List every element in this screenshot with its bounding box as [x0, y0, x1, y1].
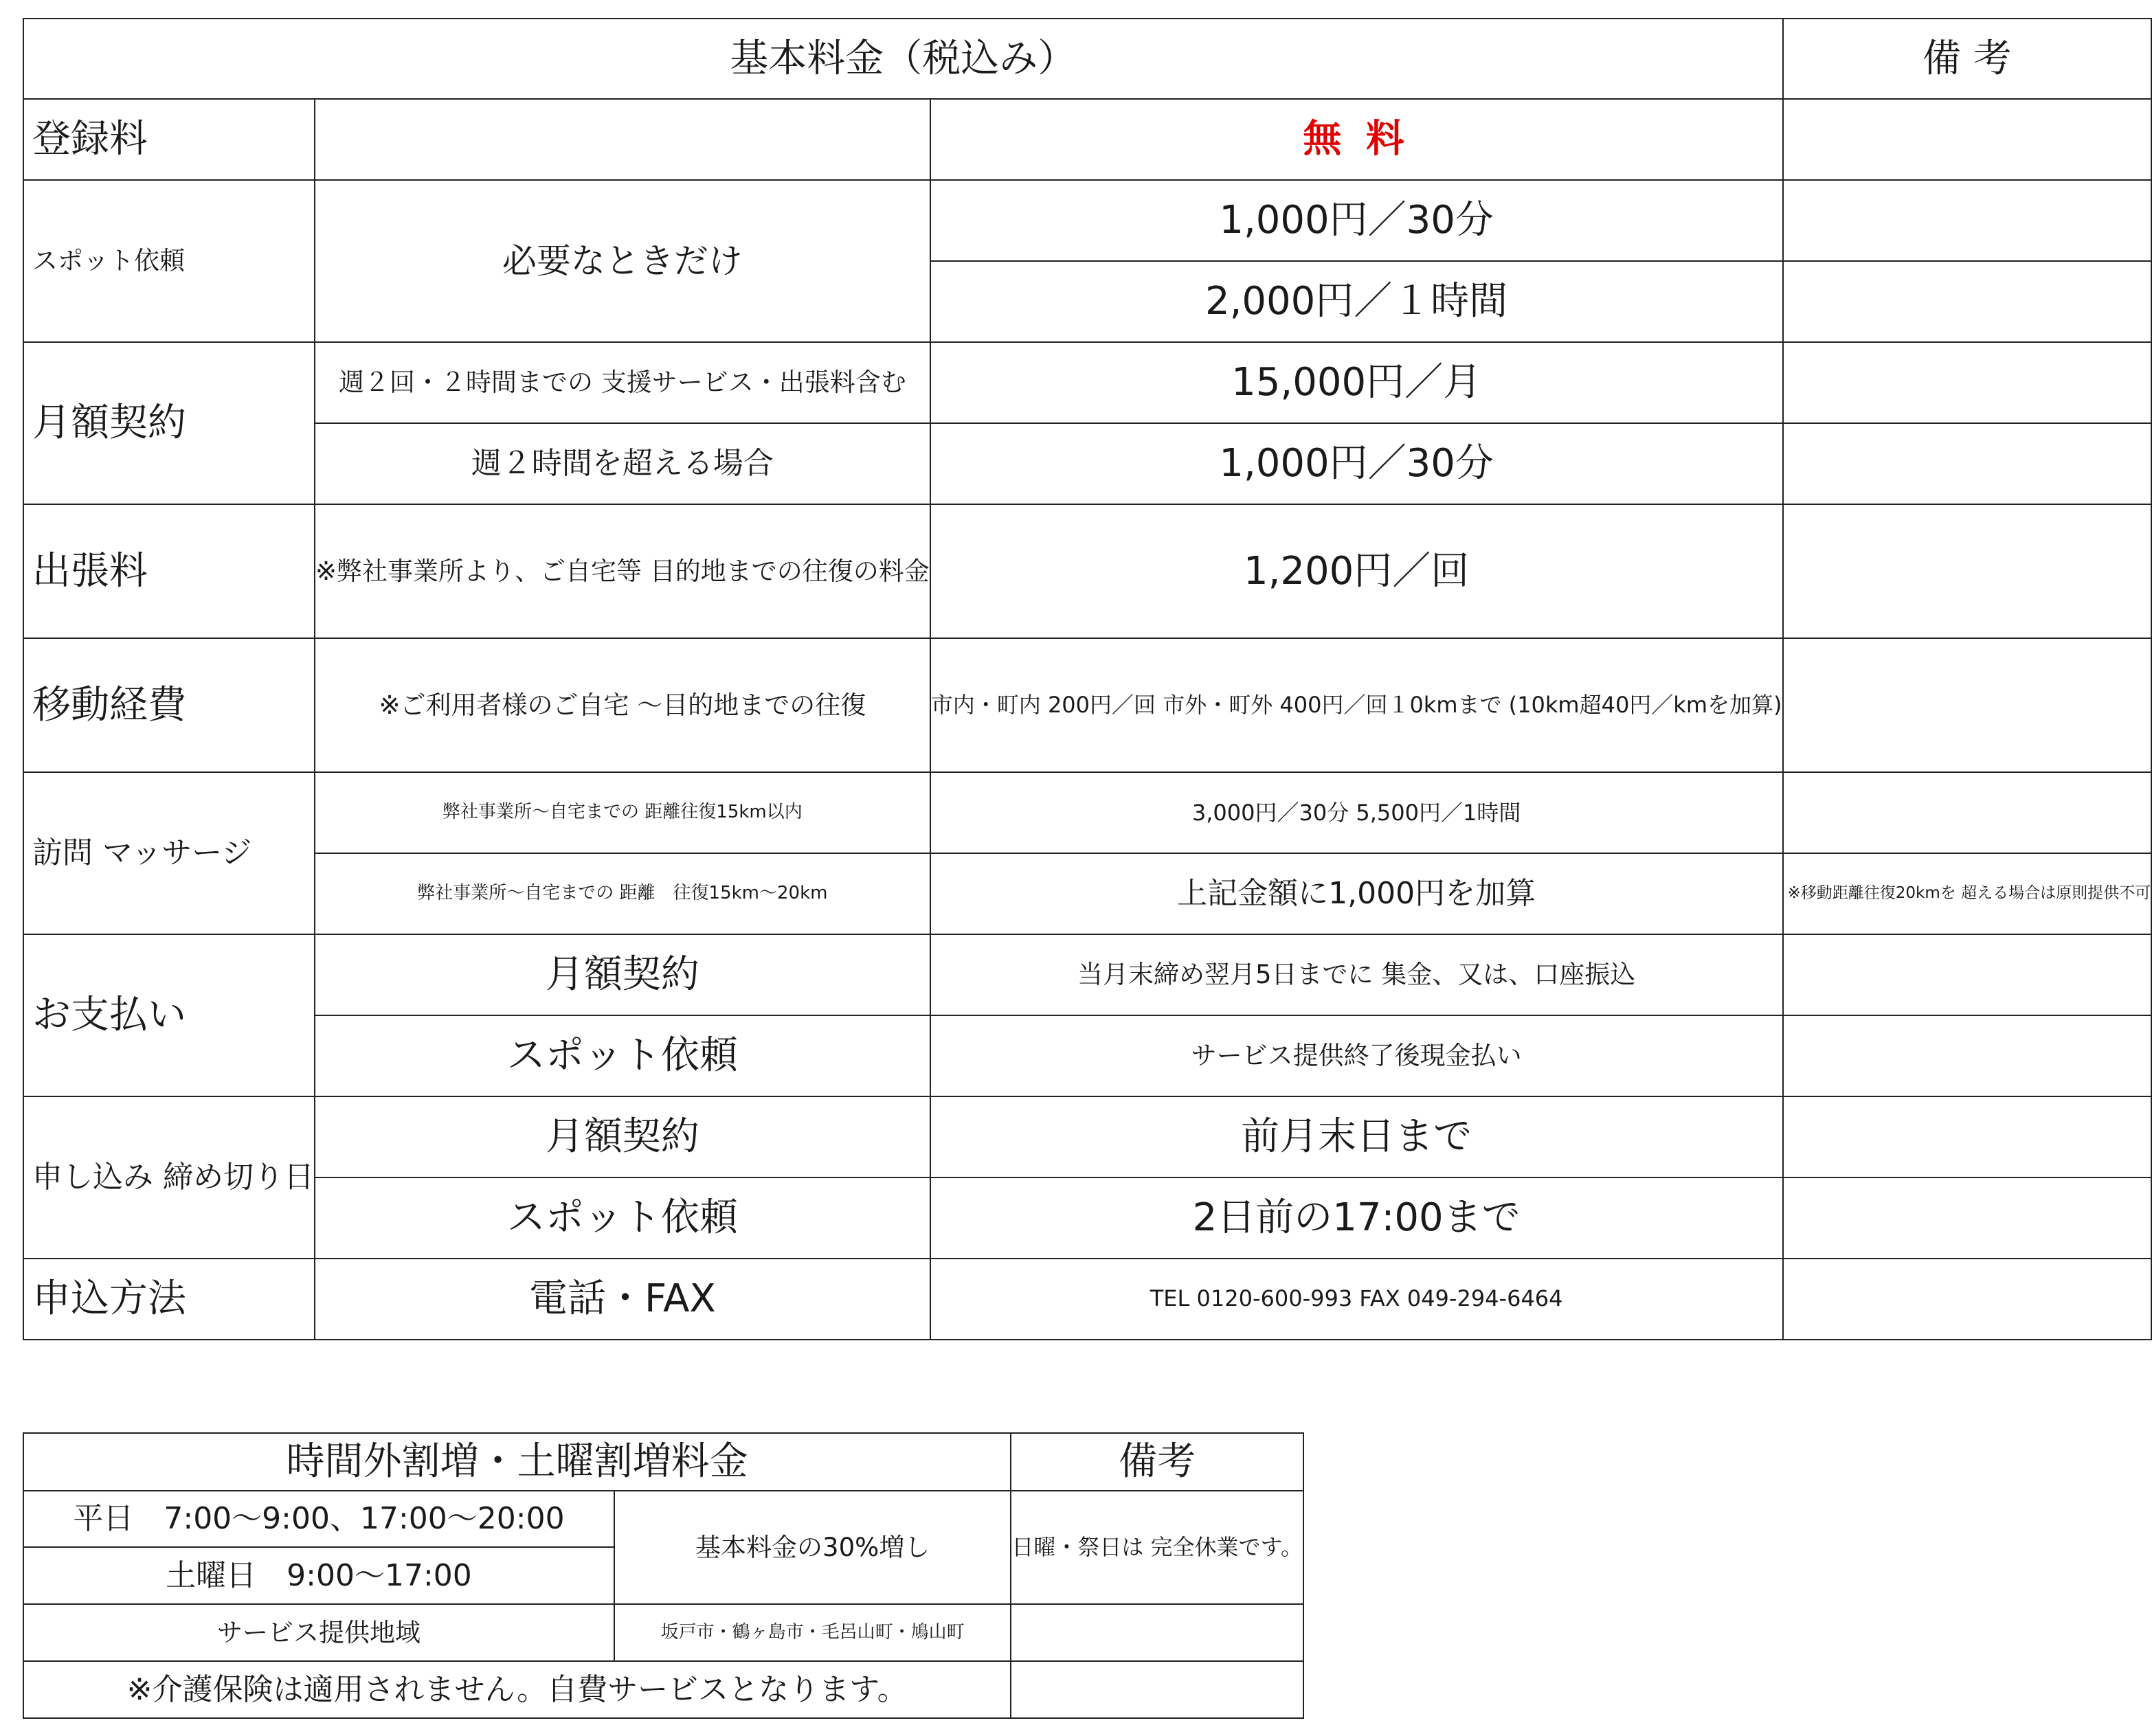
monthly-label: 月額契約	[23, 342, 315, 504]
application-contact: TEL 0120-600-993 FAX 049-294-6464	[930, 1259, 1783, 1340]
massage-remark-2: ※移動距離往復20kmを 超える場合は原則提供不可	[1783, 853, 2152, 934]
payment-method-spot: サービス提供終了後現金払い	[930, 1015, 1783, 1096]
application-method: 電話・FAX	[315, 1259, 930, 1340]
massage-desc-1: 弊社事業所～自宅までの 距離往復15km以内	[315, 772, 930, 853]
payment-label: お支払い	[23, 934, 315, 1096]
travel-fee-price: 1,200円／回	[930, 504, 1783, 638]
application-label: 申込方法	[23, 1259, 315, 1340]
transport-desc: ※ご利用者様のご自宅 ～目的地までの往復	[315, 638, 930, 772]
payment-remark-1	[1783, 934, 2152, 1015]
application-remark	[1783, 1259, 2152, 1340]
massage-remark-1	[1783, 772, 2152, 853]
transport-label: 移動経費	[23, 638, 315, 772]
monthly-excess-desc: 週２時間を超える場合	[315, 423, 930, 504]
payment-type-monthly: 月額契約	[315, 934, 930, 1015]
surcharge-remarks-header: 備考	[1011, 1433, 1303, 1491]
insurance-note: ※介護保険は適用されません。自費サービスとなります。	[23, 1661, 1011, 1718]
registration-price: 無 料	[930, 99, 1783, 180]
deadline-value-monthly: 前月末日まで	[930, 1096, 1783, 1177]
deadline-label: 申し込み 締め切り日	[23, 1096, 315, 1259]
spot-price-30min: 1,000円／30分	[930, 180, 1783, 261]
massage-price-2: 上記金額に1,000円を加算	[930, 853, 1783, 934]
surcharge-header: 時間外割増・土曜割増料金	[23, 1433, 1011, 1491]
registration-desc	[315, 99, 930, 180]
travel-fee-label: 出張料	[23, 504, 315, 638]
deadline-remark-1	[1783, 1096, 2152, 1177]
weekday-hours: 平日 7:00～9:00、17:00～20:00	[23, 1491, 614, 1547]
service-area-value: 坂戸市・鶴ヶ島市・毛呂山町・鳩山町	[614, 1604, 1011, 1661]
spot-remark-2	[1783, 261, 2152, 342]
massage-price-1: 3,000円／30分 5,500円／1時間	[930, 772, 1783, 853]
basic-fee-header: 基本料金（税込み）	[23, 19, 1783, 99]
payment-remark-2	[1783, 1015, 2152, 1096]
spot-price-1hour: 2,000円／１時間	[930, 261, 1783, 342]
transport-price: 市内・町内 200円／回 市外・町外 400円／回１0kmまで (10km超40円／kmを加算)	[930, 638, 1783, 772]
monthly-remark-1	[1783, 342, 2152, 423]
payment-type-spot: スポット依頼	[315, 1015, 930, 1096]
monthly-remark-2	[1783, 423, 2152, 504]
travel-fee-remark	[1783, 504, 2152, 638]
monthly-desc: 週２回・２時間までの 支援サービス・出張料含む	[315, 342, 930, 423]
registration-label: 登録料	[23, 99, 315, 180]
service-area-label: サービス提供地域	[23, 1604, 614, 1661]
registration-remark	[1783, 99, 2152, 180]
payment-method-monthly: 当月末締め翌月5日までに 集金、又は、口座振込	[930, 934, 1783, 1015]
massage-label: 訪問 マッサージ	[23, 772, 315, 934]
saturday-hours: 土曜日 9:00～17:00	[23, 1547, 614, 1604]
deadline-type-spot: スポット依頼	[315, 1177, 930, 1259]
monthly-price: 15,000円／月	[930, 342, 1783, 423]
remarks-header: 備 考	[1783, 19, 2152, 99]
spot-remark-1	[1783, 180, 2152, 261]
massage-desc-2: 弊社事業所～自宅までの 距離 往復15km～20km	[315, 853, 930, 934]
surcharge-rate: 基本料金の30%増し	[614, 1491, 1011, 1604]
service-area-remark	[1011, 1604, 1303, 1661]
surcharge-table	[23, 1432, 1304, 1719]
deadline-type-monthly: 月額契約	[315, 1096, 930, 1177]
deadline-remark-2	[1783, 1177, 2152, 1259]
spot-desc: 必要なときだけ	[315, 180, 930, 342]
monthly-excess-price: 1,000円／30分	[930, 423, 1783, 504]
deadline-value-spot: 2日前の17:00まで	[930, 1177, 1783, 1259]
insurance-note-remark	[1011, 1661, 1303, 1718]
travel-fee-desc: ※弊社事業所より、ご自宅等 目的地までの往復の料金	[315, 504, 930, 638]
transport-remark	[1783, 638, 2152, 772]
surcharge-remark: 日曜・祭日は 完全休業です。	[1011, 1491, 1303, 1604]
basic-fee-table	[23, 18, 2152, 1340]
spot-label: スポット依頼	[23, 180, 315, 342]
